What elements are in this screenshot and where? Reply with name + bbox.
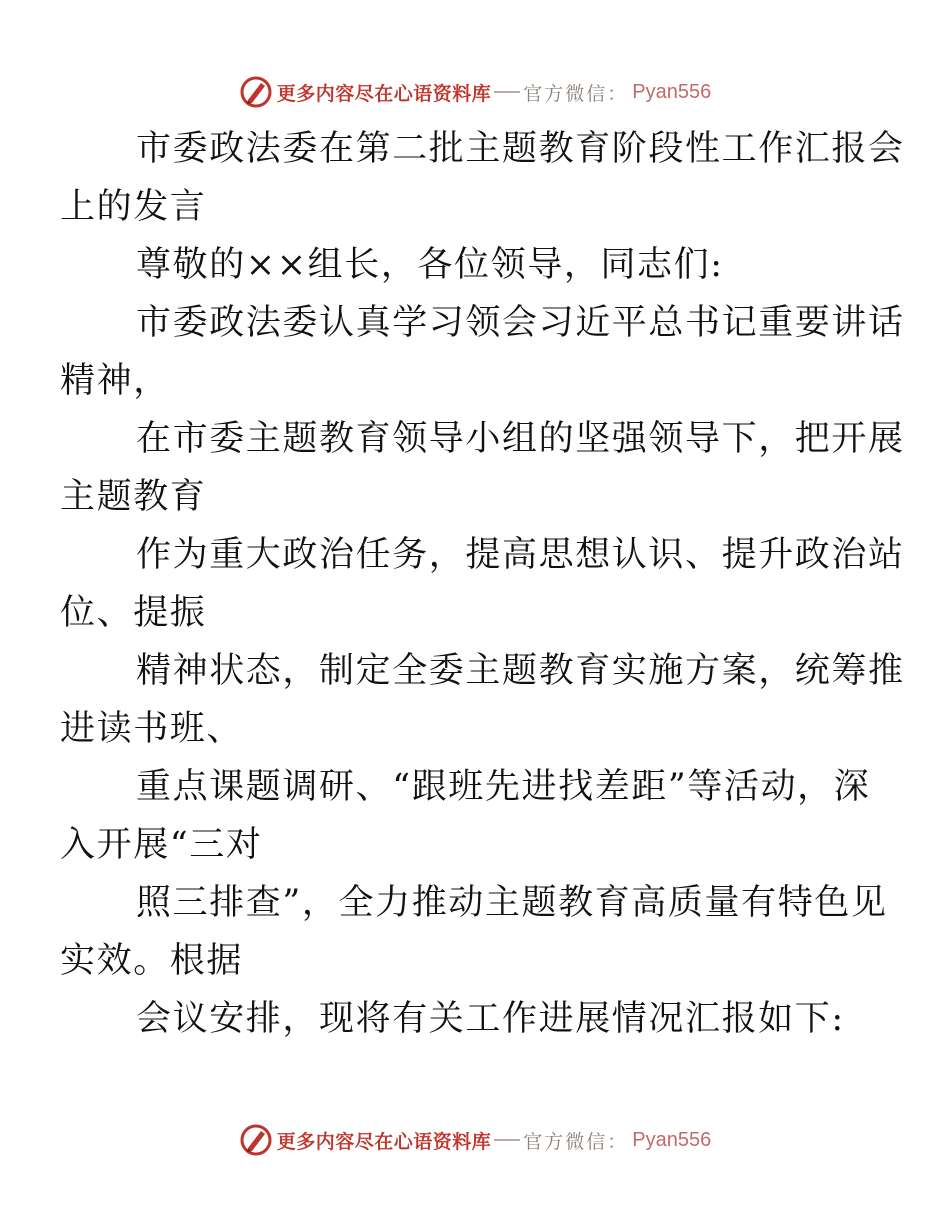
doc-line: 市委政法委认真学习领会习近平总书记重要讲话 [136, 303, 905, 343]
watermark-wechat-id: Pyan556 [632, 1128, 712, 1151]
doc-line: 重点课题调研、“跟班先进找差距”等活动，深 [136, 767, 871, 807]
doc-paragraph [60, 758, 871, 874]
watermark-brand: 更多内容尽在心语资料库 [276, 1130, 492, 1153]
watermark-dash [494, 91, 520, 93]
doc-paragraph [60, 120, 905, 236]
doc-line: 在市委主题教育领导小组的坚强领导下，把开展 [136, 419, 905, 459]
doc-line-wrap: 实效。根据 [60, 941, 244, 981]
doc-paragraph [60, 642, 905, 758]
doc-line: 市委政法委在第二批主题教育阶段性工作汇报会 [136, 129, 905, 169]
doc-line: 精神状态，制定全委主题教育实施方案，统筹推 [136, 651, 905, 691]
watermark-dash [494, 1139, 520, 1141]
doc-paragraph [60, 410, 905, 526]
doc-line-wrap: 入开展“三对 [60, 825, 263, 865]
watermark-banner-top [0, 72, 950, 112]
doc-paragraph [98, 990, 858, 1048]
watermark-official-label: 官方微信： [523, 82, 629, 105]
doc-paragraph [60, 874, 888, 990]
watermark-banner-bottom [0, 1120, 950, 1160]
document-body [60, 120, 905, 1048]
watermark-wechat-id: Pyan556 [632, 80, 712, 103]
doc-line-wrap: 位、提振 [60, 593, 207, 633]
watermark-official-label: 官方微信： [523, 1130, 629, 1153]
pen-logo-icon [239, 75, 273, 109]
doc-line: 作为重大政治任务，提高思想认识、提升政治站 [136, 535, 905, 575]
doc-line: 照三排查”，全力推动主题教育高质量有特色见 [136, 883, 888, 923]
doc-line-wrap: 精神， [60, 361, 170, 401]
doc-paragraph [60, 526, 905, 642]
doc-line-wrap: 进读书班、 [60, 709, 244, 749]
doc-line: 尊敬的××组长，各位领导，同志们: [136, 245, 724, 285]
watermark-brand: 更多内容尽在心语资料库 [276, 82, 492, 105]
doc-line-wrap: 主题教育 [60, 477, 207, 517]
doc-paragraph [60, 294, 905, 410]
pen-logo-icon [239, 1123, 273, 1157]
doc-line-wrap: 上的发言 [60, 187, 207, 227]
doc-paragraph [98, 236, 858, 294]
doc-line: 会议安排，现将有关工作进展情况汇报如下: [136, 999, 845, 1039]
